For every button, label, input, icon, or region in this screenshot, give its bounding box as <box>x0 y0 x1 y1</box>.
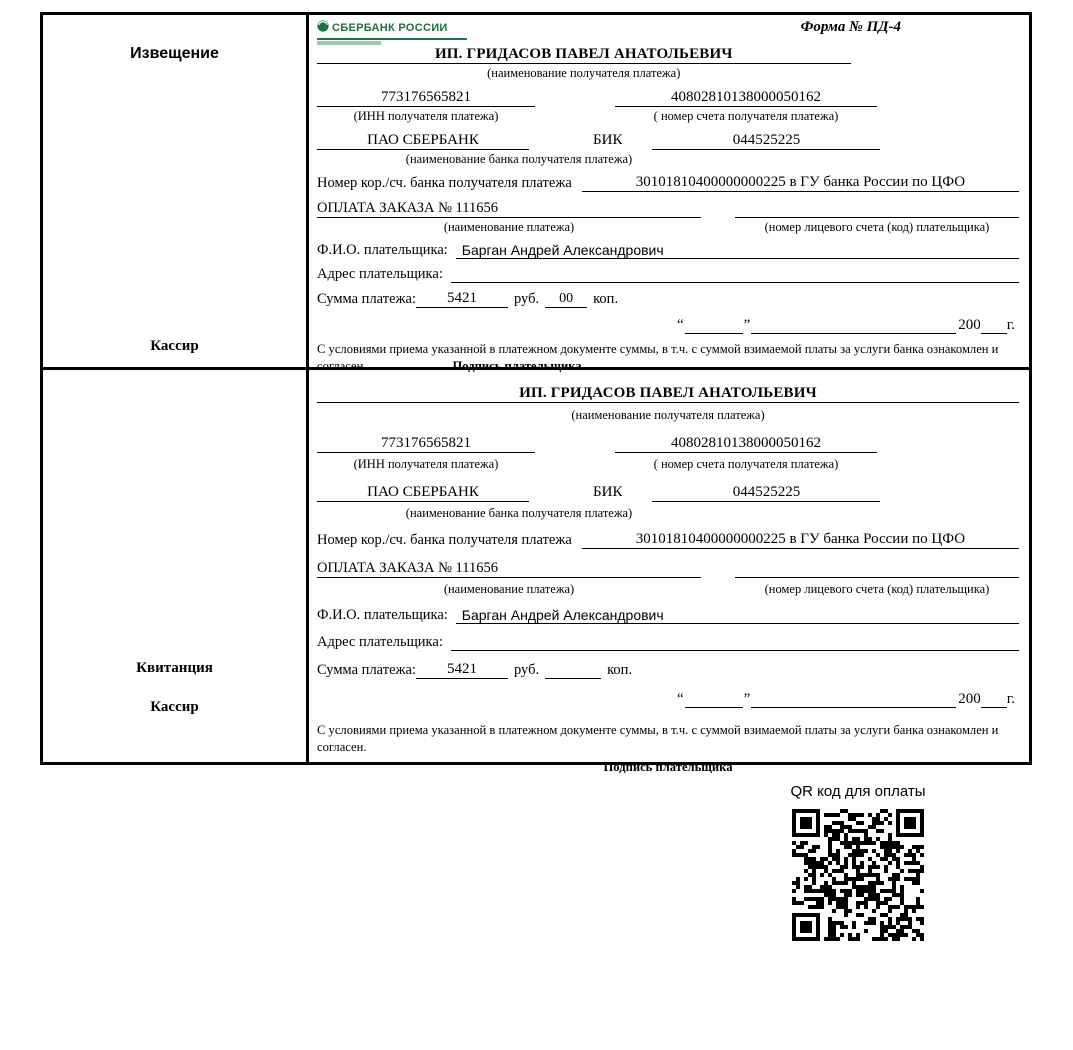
recipient-account-field: 40802810138000050162 <box>615 89 877 107</box>
personal-account-field <box>735 217 1019 218</box>
signature-label: Подпись плательщика <box>603 760 733 774</box>
corr-account-field: 30101810400000000225 в ГУ банка России по ЦФО <box>582 174 1019 192</box>
personal-account-field <box>735 577 1019 578</box>
year-suffix: г. <box>1006 691 1015 707</box>
recipient-caption: (наименование получателя платежа) <box>487 66 681 80</box>
payment-caption: (наименование платежа) <box>443 220 575 234</box>
quote-close: ” <box>743 691 751 707</box>
amount-rub-field: 5421 <box>416 290 508 308</box>
bank-name-field: ПАО СБЕРБАНК <box>317 484 529 502</box>
corr-account-label: Номер кор./сч. банка получателя платежа <box>317 532 572 548</box>
date-line <box>317 691 1019 708</box>
personal-account-caption: (номер лицевого счета (код) плательщика) <box>764 220 990 234</box>
amount-label: Сумма платежа: <box>317 291 416 307</box>
payment-caption: (наименование платежа) <box>443 582 575 596</box>
bik-field: 044525225 <box>652 484 880 502</box>
recipient-inn-field: 773176565821 <box>317 435 535 453</box>
bik-label: БИК <box>593 132 623 148</box>
corr-account-field: 30101810400000000225 в ГУ банка России по ЦФО <box>582 531 1019 549</box>
bik-label: БИК <box>593 484 623 500</box>
agreement-sentence: С условиями приема указанной в платежном документе суммы, в т.ч. с суммой взимаемой платы за услуги банка ознакомлен и согласен. <box>317 342 999 373</box>
payer-name-label: Ф.И.О. плательщика: <box>317 242 448 258</box>
year-prefix: 200 <box>958 691 981 707</box>
bank-name-field: ПАО СБЕРБАНК <box>317 132 529 150</box>
receipt-body <box>309 370 1029 774</box>
kop-label: коп. <box>607 662 633 678</box>
inn-caption: (ИНН получателя платежа) <box>353 457 499 471</box>
personal-account-caption: (номер лицевого счета (код) плательщика) <box>764 582 990 596</box>
payer-address-label: Адрес плательщика: <box>317 634 443 650</box>
account-caption: ( номер счета получателя платежа) <box>653 109 839 123</box>
rub-label: руб. <box>514 291 540 307</box>
payer-name-label: Ф.И.О. плательщика: <box>317 607 448 623</box>
payer-name-field: Барган Андрей Александрович <box>456 607 1019 624</box>
bank-caption: (наименование банка получателя платежа) <box>405 152 633 166</box>
qr-label: QR код для оплаты <box>790 783 926 800</box>
recipient-name-line <box>317 45 851 64</box>
notice-section <box>43 15 1029 373</box>
payer-address-field <box>451 282 1019 283</box>
amount-kop-field <box>545 678 601 679</box>
payer-name-field: Барган Андрей Александрович <box>456 242 1019 259</box>
payment-name-field: ОПЛАТА ЗАКАЗА № 111656 <box>317 560 701 578</box>
form-number: Форма № ПД-4 <box>800 19 901 35</box>
receipt-section <box>43 370 1029 774</box>
quote-open: “ <box>676 691 684 707</box>
payment-name-field: ОПЛАТА ЗАКАЗА № 111656 <box>317 200 701 218</box>
recipient-inn-field: 773176565821 <box>317 89 535 107</box>
recipient-account-field: 40802810138000050162 <box>615 435 877 453</box>
notice-cashier-label: Кассир <box>150 338 199 354</box>
account-caption: ( номер счета получателя платежа) <box>653 457 839 471</box>
corr-account-label: Номер кор./сч. банка получателя платежа <box>317 175 572 191</box>
signature-label: Подпись плательщика <box>452 359 582 373</box>
receipt-cashier-label: Кассир <box>150 699 199 715</box>
quote-close: ” <box>743 317 751 333</box>
sberbank-logo <box>317 19 467 45</box>
payer-address-label: Адрес плательщика: <box>317 266 443 282</box>
recipient-caption: (наименование получателя платежа) <box>571 408 765 422</box>
rub-label: руб. <box>514 662 540 678</box>
amount-label: Сумма платежа: <box>317 662 416 678</box>
notice-side-label: Извещение <box>130 45 219 62</box>
notice-left-cell <box>43 15 309 367</box>
amount-kop-field: 00 <box>545 291 587 308</box>
recipient-name: ИП. ГРИДАСОВ ПАВЕЛ АНАТОЛЬЕВИЧ <box>519 385 817 401</box>
qr-code <box>790 807 926 943</box>
year-suffix: г. <box>1006 317 1015 333</box>
payer-address-field <box>451 650 1019 651</box>
payment-form-pd4 <box>40 12 1032 774</box>
recipient-name-line <box>317 384 1019 403</box>
notice-body <box>309 15 1029 373</box>
receipt-side-label: Квитанция <box>136 660 213 676</box>
bank-caption: (наименование банка получателя платежа) <box>405 506 633 520</box>
agreement-sentence: С условиями приема указанной в платежном документе суммы, в т.ч. с суммой взимаемой платы за услуги банка ознакомлен и согласен. <box>317 723 999 754</box>
agreement-text <box>317 722 1019 756</box>
kop-label: коп. <box>593 291 619 307</box>
receipt-left-cell <box>43 370 309 762</box>
qr-payment-block <box>782 783 934 943</box>
bik-field: 044525225 <box>652 132 880 150</box>
year-prefix: 200 <box>958 317 981 333</box>
amount-rub-field: 5421 <box>416 661 508 679</box>
sberbank-logo-text: СБЕРБАНК РОССИИ <box>332 22 448 34</box>
date-line <box>317 317 1019 334</box>
quote-open: “ <box>676 317 684 333</box>
sberbank-emblem-icon <box>317 19 329 37</box>
inn-caption: (ИНН получателя платежа) <box>353 109 499 123</box>
recipient-name: ИП. ГРИДАСОВ ПАВЕЛ АНАТОЛЬЕВИЧ <box>434 46 733 62</box>
